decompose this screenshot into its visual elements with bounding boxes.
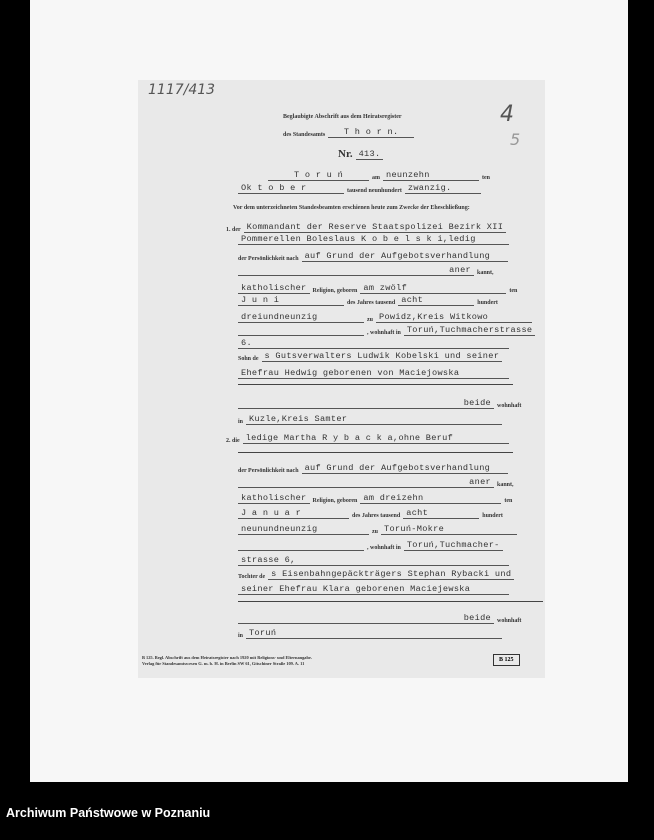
groom-number: 1. der: [226, 227, 241, 233]
kannt-label: kannt,: [497, 482, 514, 488]
ten-label: ten: [482, 175, 490, 181]
bride-century: acht: [403, 508, 479, 519]
form-code: B 125: [493, 654, 520, 666]
groom-line1: Kommandant der Reserve Staatspolizei Bezirk XII: [244, 222, 506, 233]
document-page: [30, 0, 628, 782]
religion-label: Religion, geboren: [312, 498, 358, 504]
jahres-label: des Jahres tausend: [352, 513, 401, 519]
year-value: zwanzig.: [405, 183, 481, 194]
groom-birth-month: J u n i: [238, 295, 344, 306]
wohnhaft-label: wohnhaft: [497, 618, 522, 624]
am-label: am: [372, 175, 380, 181]
groom-parents-1: s Gutsverwalters Ludwik Kobelski und seiner: [262, 351, 503, 362]
office-label: des Standesamts: [283, 132, 326, 138]
bride-parents-2: seiner Ehefrau Klara geborenen Maciejewska: [238, 584, 509, 595]
nr-label: Nr.: [338, 148, 353, 160]
blank: [238, 335, 364, 336]
nr-value: 413.: [356, 149, 384, 160]
wohnhaft-label: , wohnhaft in: [367, 545, 401, 551]
groom-ident: auf Grund der Aufgebotsverhandlung: [302, 251, 508, 262]
ident-label: der Persönlichkeit nach: [238, 256, 299, 262]
bride-residence-2: strasse 6,: [238, 555, 509, 566]
blank-line: [238, 452, 513, 453]
bride-line1: ledige Martha R y b a c k a,ohne Beruf: [243, 433, 509, 444]
bride-aner: aner: [238, 477, 494, 488]
bride-parents-residence: Toruń: [246, 628, 502, 639]
groom-religion: katholischer: [238, 283, 310, 294]
tausend-label: tausend neunhundert: [347, 188, 402, 194]
zu-label: zu: [372, 529, 378, 535]
bride-residence: Toruń,Tuchmacher-: [404, 540, 503, 551]
blank-line: [238, 601, 543, 602]
zu-label: zu: [367, 317, 373, 323]
ident-label: der Persönlichkeit nach: [238, 468, 299, 474]
hundert-label: hundert: [482, 513, 503, 519]
groom-residence: Toruń,Tuchmacherstrasse: [404, 325, 536, 336]
parent-label: Sohn de: [238, 356, 259, 362]
bride-beide: beide: [238, 613, 494, 624]
print-note-2: Verlag für Standesamtswesen G. m. b. H. in Berlin SW 61, Gitschiner Straße 109. A. 11: [142, 661, 305, 666]
parent-label: Tochter de: [238, 574, 266, 580]
bride-birth-year: neunundneunzig: [238, 524, 369, 535]
page-number-annotation-2: 5: [510, 130, 521, 149]
office-value: T h o r n.: [328, 127, 414, 138]
groom-century: acht: [398, 295, 474, 306]
wohnhaft-label: , wohnhaft in: [367, 330, 401, 336]
groom-birth-year: dreiundneunzig: [238, 312, 364, 323]
form-print-note: [142, 655, 312, 667]
day-value: neunzehn: [383, 170, 479, 181]
groom-parents-2: Ehefrau Hedwig geborenen von Maciejowska: [238, 368, 509, 379]
wohnhaft-label: wohnhaft: [497, 403, 522, 409]
in-label: in: [238, 419, 244, 425]
bride-ident: auf Grund der Aufgebotsverhandlung: [302, 463, 508, 474]
groom-aner: aner: [238, 265, 474, 276]
print-note-1: B 125. Begl. Abschrift aus dem Heiratsregister nach 1920 mit Religions- und Elternangabe.: [142, 655, 312, 660]
marriage-register-form: [138, 80, 545, 678]
month-value: Ok t o b e r: [238, 183, 344, 194]
groom-beide: beide: [238, 398, 494, 409]
groom-birth-day: am zwölf: [360, 283, 506, 294]
religion-label: Religion, geboren: [312, 288, 358, 294]
bride-number: 2. die: [226, 438, 240, 444]
bride-birth-day: am dreizehn: [360, 493, 501, 504]
groom-line2: Pommerellen Boleslaus K o b e l s k i,ledig: [238, 234, 509, 245]
form-title: Beglaubigte Abschrift aus dem Heiratsregister: [283, 114, 402, 120]
archive-name: Archiwum Państwowe w Poznaniu: [6, 806, 211, 820]
blank: [238, 550, 364, 551]
kannt-label: kannt,: [477, 270, 494, 276]
bride-parents-1: s Eisenbahngepäckträgers Stephan Rybacki und: [268, 569, 514, 580]
jahres-label: des Jahres tausend: [347, 300, 396, 306]
archive-reference: 1117/413: [148, 82, 216, 98]
intro-text: Vor dem unterzeichneten Standesbeamten erschienen heute zum Zwecke der Eheschließung:: [233, 205, 470, 211]
groom-birthplace: Powidz,Kreis Witkowo: [376, 312, 532, 323]
ten-label: ten: [504, 498, 513, 504]
bride-birthplace: Toruń-Mokre: [381, 524, 517, 535]
place-value: T o r u ń: [268, 170, 369, 181]
in-label: in: [238, 633, 244, 639]
groom-parents-residence: Kuzle,Kreis Samter: [246, 414, 502, 425]
hundert-label: hundert: [477, 300, 498, 306]
groom-residence-2: 6.: [238, 338, 509, 349]
blank-line: [238, 384, 513, 385]
page-number-annotation: 4: [500, 102, 514, 127]
ten-label: ten: [509, 288, 518, 294]
bride-birth-month: J a n u a r: [238, 508, 349, 519]
bride-religion: katholischer: [238, 493, 310, 504]
